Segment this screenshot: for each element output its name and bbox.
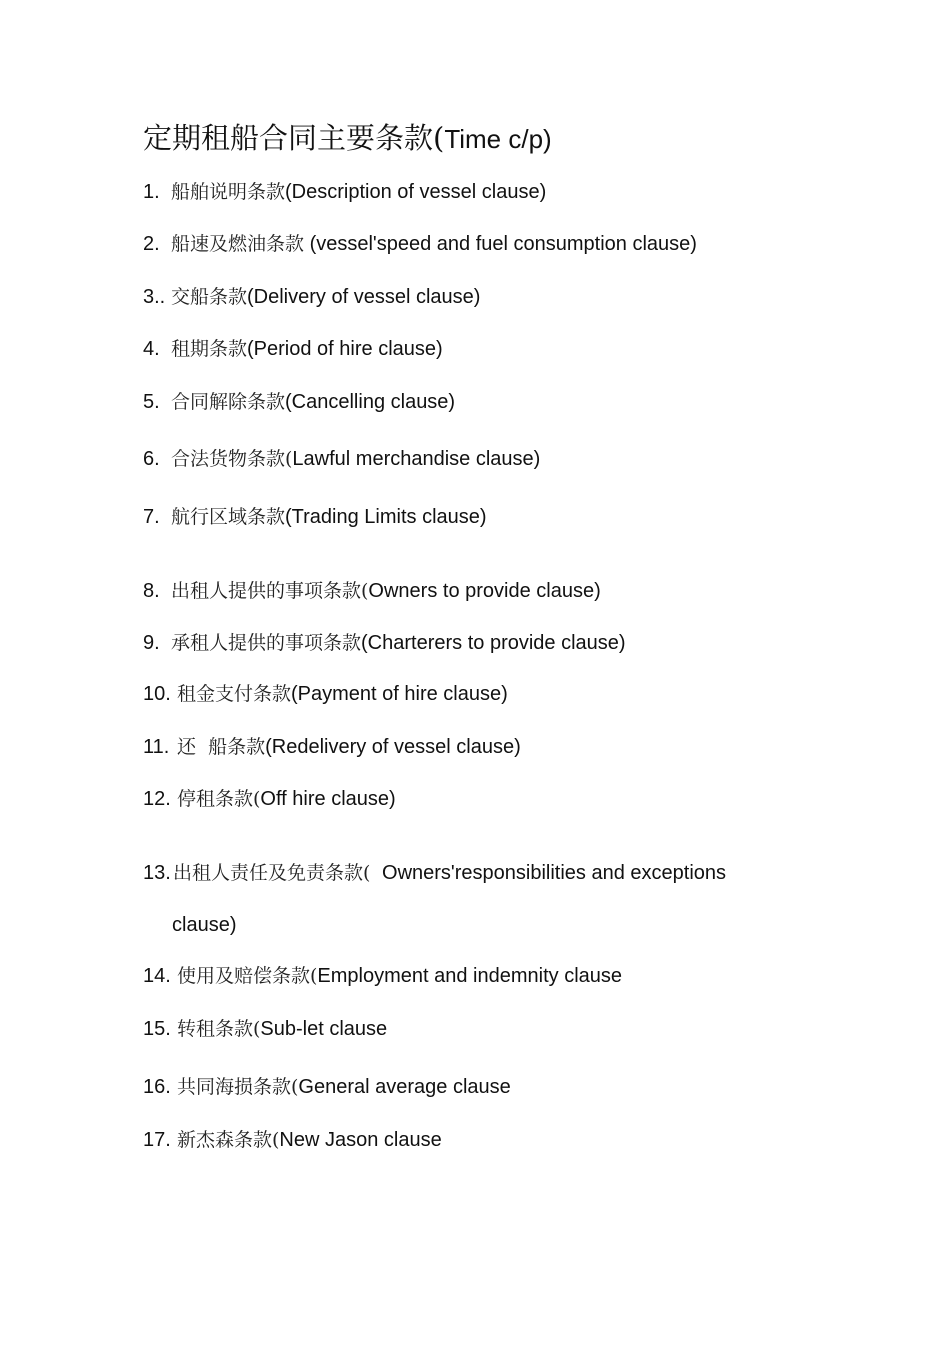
clause-english: (Period of hire clause) xyxy=(247,338,443,360)
clause-number: 14. xyxy=(143,965,171,987)
clause-item-16 xyxy=(143,1073,511,1101)
clause-item-5 xyxy=(143,388,455,416)
clause-english: (Redelivery of vessel clause) xyxy=(265,736,521,758)
clause-item-10 xyxy=(143,680,508,708)
document-title xyxy=(143,118,552,159)
clause-chinese: 出租人责任及免责条款( xyxy=(173,862,377,884)
clause-number: 12. xyxy=(143,788,171,810)
clause-number: 4. xyxy=(143,338,160,360)
clause-number: 7. xyxy=(143,506,160,528)
clause-chinese: 船速及燃油条款 xyxy=(171,233,305,255)
clause-chinese: 新杰森条款( xyxy=(177,1129,280,1151)
clause-item-11 xyxy=(143,733,521,761)
clause-chinese: 租金支付条款 xyxy=(177,683,292,705)
clause-chinese: 出租人提供的事项条款( xyxy=(171,580,369,602)
clause-chinese: 航行区域条款 xyxy=(171,506,286,528)
clause-number: 16. xyxy=(143,1076,171,1098)
title-chinese: 定期租船合同主要条款( xyxy=(143,121,445,155)
clause-item-4 xyxy=(143,335,443,363)
clause-number: 8. xyxy=(143,580,160,602)
clause-english: General average clause xyxy=(298,1076,511,1098)
clause-number: 2. xyxy=(143,233,160,255)
clause-item-6 xyxy=(143,445,540,473)
clause-number: 10. xyxy=(143,683,171,705)
clause-item-15 xyxy=(143,1015,387,1043)
clause-item-12 xyxy=(143,785,396,813)
clause-number: 9. xyxy=(143,632,160,654)
clause-english: New Jason clause xyxy=(279,1129,442,1151)
clause-english: (Payment of hire clause) xyxy=(291,683,508,705)
clause-item-9 xyxy=(143,629,626,657)
clause-chinese: 停租条款( xyxy=(177,788,261,810)
clause-item-13-continuation: clause) xyxy=(172,914,237,936)
clause-english: (Charterers to provide clause) xyxy=(361,632,626,654)
clause-number: 5. xyxy=(143,391,160,413)
clause-chinese: 船舶说明条款 xyxy=(171,181,286,203)
clause-chinese: 承租人提供的事项条款 xyxy=(171,632,362,654)
clause-item-13 xyxy=(143,859,726,887)
clause-item-2 xyxy=(143,230,697,258)
clause-item-3 xyxy=(143,283,480,311)
clause-chinese: 租期条款 xyxy=(171,338,248,360)
clause-english: Sub-let clause xyxy=(260,1018,388,1040)
clause-chinese: 还 船条款 xyxy=(177,736,266,758)
clause-chinese: 共同海损条款( xyxy=(177,1076,299,1098)
clause-english: (Description of vessel clause) xyxy=(285,181,547,203)
clause-number: 1. xyxy=(143,181,160,203)
clause-english: Employment and indemnity clause xyxy=(317,965,623,987)
clause-number: 11. xyxy=(143,736,170,758)
clause-item-7 xyxy=(143,503,487,531)
clause-chinese: 合法货物条款( xyxy=(171,448,293,470)
clause-chinese: 转租条款( xyxy=(177,1018,261,1040)
clause-number: 17. xyxy=(143,1129,171,1151)
title-english: Time c/p) xyxy=(444,124,552,154)
clause-english: (Delivery of vessel clause) xyxy=(247,286,481,308)
clause-item-17 xyxy=(143,1126,442,1154)
clause-english: Lawful merchandise clause) xyxy=(292,448,541,470)
clause-number: 13. xyxy=(143,862,171,884)
clause-english: (Trading Limits clause) xyxy=(285,506,487,528)
clause-item-14 xyxy=(143,962,622,990)
clause-number: 3.. xyxy=(143,286,166,308)
clause-english: Owners'responsibilities and exceptions xyxy=(376,862,727,884)
clause-english: (vessel'speed and fuel consumption clause) xyxy=(304,233,697,255)
clause-chinese: 交船条款 xyxy=(171,286,248,308)
clause-english: Off hire clause) xyxy=(260,788,396,810)
clause-english: Owners to provide clause) xyxy=(368,580,601,602)
clause-number: 6. xyxy=(143,448,160,470)
clause-chinese: 使用及赔偿条款( xyxy=(177,965,318,987)
clause-number: 15. xyxy=(143,1018,171,1040)
clause-item-8 xyxy=(143,577,601,605)
clause-chinese: 合同解除条款 xyxy=(171,391,286,413)
clause-english: (Cancelling clause) xyxy=(285,391,456,413)
clause-item-1 xyxy=(143,178,546,206)
